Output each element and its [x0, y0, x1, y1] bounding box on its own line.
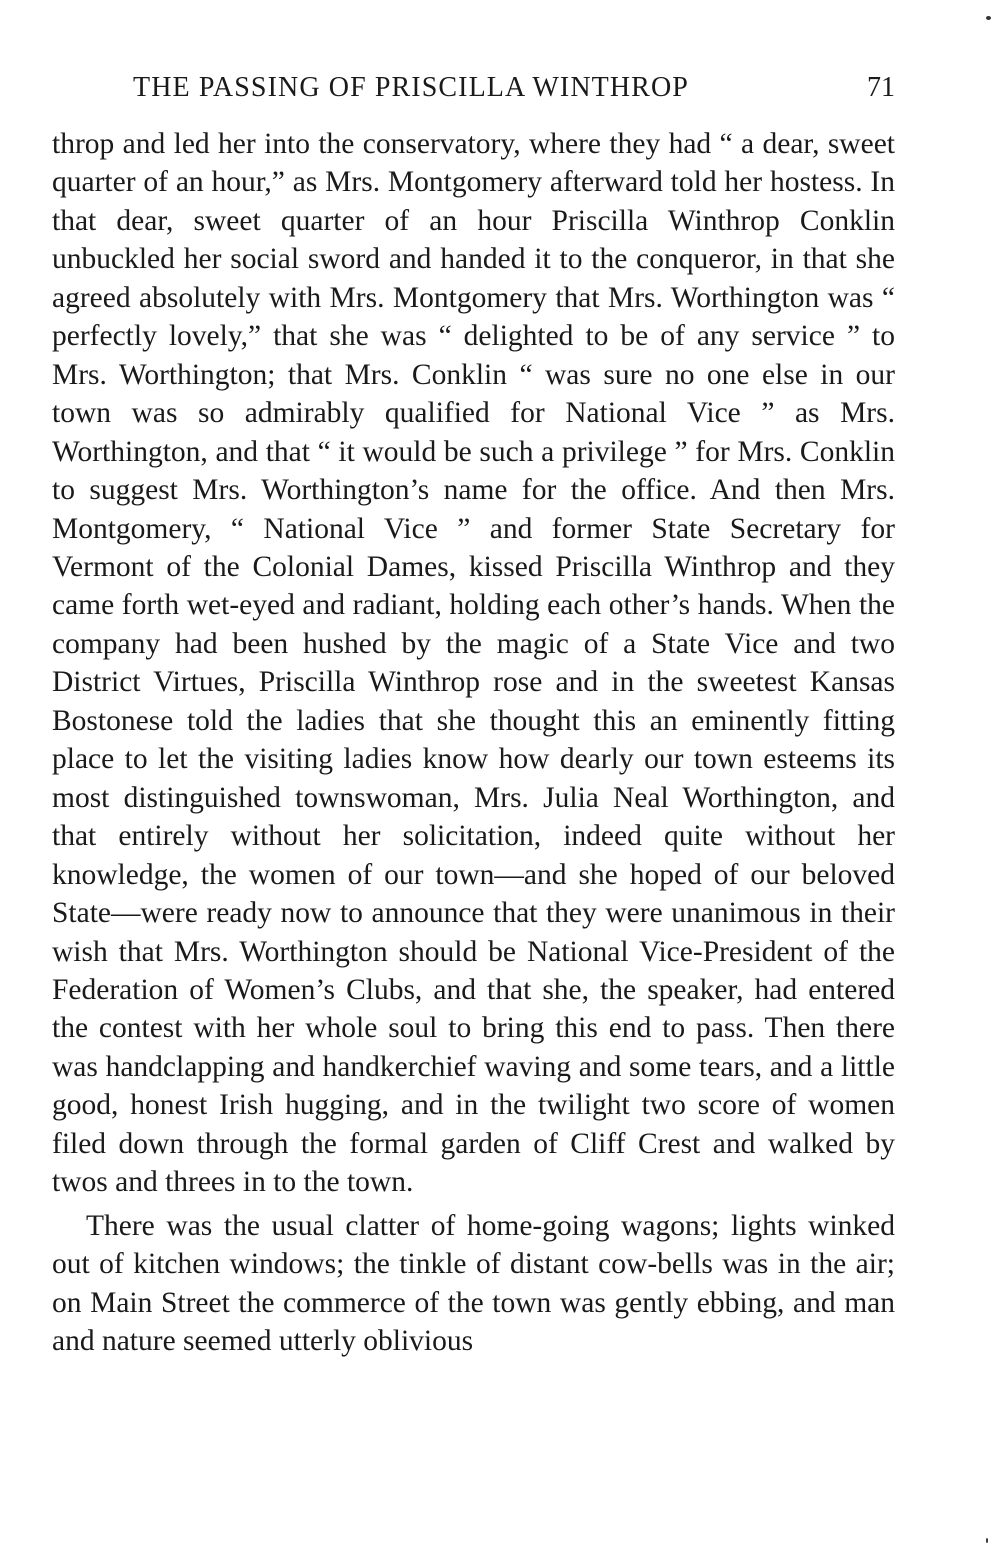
- running-header: [52, 68, 895, 108]
- ink-speck: [986, 1538, 988, 1543]
- paragraph: throp and led her into the conservatory, where they had “ a dear, sweet quarter of an hour,” as Mrs. Montgomery afterward told her hostess. In that dear, sweet quarter of an hour Priscilla Winthrop Conklin unbuckled her social sword and handed it to the conqueror, in that she agreed absolutely with Mrs. Montgomery that Mrs. Worthington was “ perfectly lovely,” that she was “ delighted to be of any service ” to Mrs. Worthington; that Mrs. Conklin “ was sure no one else in our town was so admirably qualified for National Vice ” as Mrs. Worthington, and that “ it would be such a privilege ” for Mrs. Conklin to suggest Mrs. Worthington’s name for the office. And then Mrs. Montgomery, “ National Vice ” and former State Secretary for Vermont of the Colonial Dames, kissed Priscilla Winthrop and they came forth wet-eyed and radiant, holding each other’s hands. When the company had been hushed by the magic of a State Vice and two District Virtues, Priscilla Winthrop rose and in the sweetest Kansas Bostonese told the ladies that she thought this an eminently fitting place to let the visiting ladies know how dearly our town esteems its most distinguished townswoman, Mrs. Julia Neal Worthington, and that entirely without her solicitation, indeed quite without her knowledge, the women of our town—and she hoped of our beloved State—were ready now to announce that they were unanimous in their wish that Mrs. Worthington should be National Vice-President of the Federation of Women’s Clubs, and that she, the speaker, had entered the contest with her whole soul to bring this end to pass. Then there was handclapping and handkerchief waving and some tears, and a little good, honest Irish hugging, and in the twilight two score of women filed down through the formal garden of Cliff Crest and walked by twos and threes in to the town.: [52, 128, 895, 1199]
- page-number: 71: [867, 72, 895, 103]
- ink-speck: [986, 16, 991, 20]
- paragraph: There was the usual clatter of home-going wagons; lights winked out of kitchen windows; the tinkle of distant cow-bells was in the air; on Main Street the commerce of the town was gently ebbing, and man and nature seemed utterly oblivious: [52, 1209, 895, 1358]
- body-text: [52, 125, 895, 1361]
- chapter-title: THE PASSING OF PRISCILLA WINTHROP: [133, 72, 689, 103]
